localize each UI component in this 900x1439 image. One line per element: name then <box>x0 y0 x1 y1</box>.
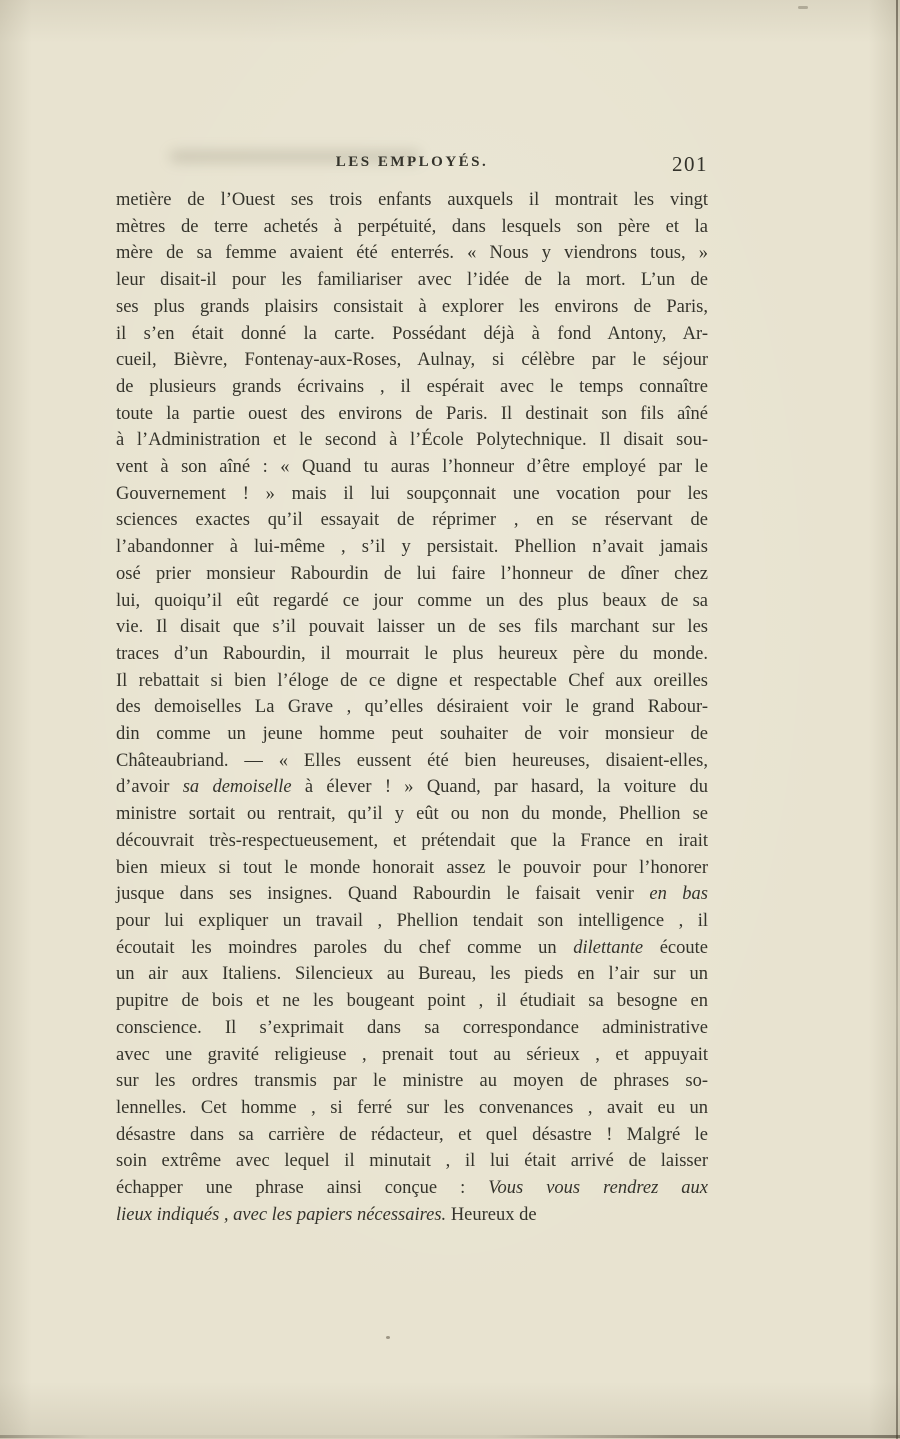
text-line <box>116 1095 708 1122</box>
scan-edge-bottom <box>0 1435 900 1438</box>
text-segment: lieux indiqués , avec les papiers nécessaires. <box>116 1204 447 1225</box>
text-segment: vie. Il disait que s’il pouvait laisser un de ses fils marchant sur les <box>116 617 708 638</box>
text-segment: écoute <box>643 937 708 958</box>
text-line <box>116 1042 708 1069</box>
text-segment: désastre dans sa carrière de rédacteur, et quel désastre ! Malgré le <box>116 1124 708 1145</box>
text-line <box>116 240 708 267</box>
text-segment: découvrait très-respectueusement, et prétendait que la France en irait <box>116 830 708 851</box>
text-segment: ministre sortait ou rentrait, qu’il y eût ou non du monde, Phellion se <box>116 804 708 825</box>
text-line <box>116 1015 708 1042</box>
text-line <box>116 855 708 882</box>
text-line <box>116 988 708 1015</box>
text-segment: Châteaubriand. — « Elles eussent été bien heureuses, disaient-elles, <box>116 750 708 771</box>
text-line <box>116 668 708 695</box>
text-segment: Il rebattait si bien l’éloge de ce digne et respectable Chef aux oreilles <box>116 670 708 691</box>
text-segment: cueil, Bièvre, Fontenay-aux-Roses, Aulnay, si célèbre par le séjour <box>116 350 708 371</box>
text-segment: Gouvernement ! » mais il lui soupçonnait une vocation pour les <box>116 483 708 504</box>
text-line <box>116 641 708 668</box>
text-line <box>116 321 708 348</box>
text-segment: lui, quoiqu’il eût regardé ce jour comme un des plus beaux de sa <box>116 590 708 611</box>
text-line <box>116 881 708 908</box>
text-segment: mètres de terre achetés à perpétuité, dans lesquels son père et la <box>116 216 708 237</box>
text-segment: un air aux Italiens. Silencieux au Bureau, les pieds en l’air sur un <box>116 964 708 985</box>
text-segment: Heureux de <box>446 1204 537 1225</box>
text-segment: sa demoiselle <box>182 777 292 798</box>
text-segment: à élever ! » Quand, par hasard, la voiture du <box>291 777 708 798</box>
text-segment: vent à son aîné : « Quand tu auras l’honneur d’être employé par le <box>116 457 708 478</box>
text-line <box>116 801 708 828</box>
text-line <box>116 588 708 615</box>
text-line <box>116 1202 708 1229</box>
page-number: 201 <box>672 152 708 176</box>
text-segment: de plusieurs grands écrivains , il espérait avec le temps connaître <box>116 376 708 397</box>
text-line <box>116 748 708 775</box>
text-line <box>116 1175 708 1202</box>
text-segment: osé prier monsieur Rabourdin de lui faire l’honneur de dîner chez <box>116 563 708 584</box>
text-line <box>116 214 708 241</box>
text-line <box>116 1068 708 1095</box>
text-segment: d’avoir <box>116 777 183 798</box>
text-segment: l’abandonner à lui-même , s’il y persistait. Phellion n’avait jamais <box>116 537 708 558</box>
text-segment: soin extrême avec lequel il minutait , il lui était arrivé de laisser <box>116 1151 708 1172</box>
text-line <box>116 401 708 428</box>
text-line <box>116 1148 708 1175</box>
scan-edge-right <box>896 0 898 1439</box>
text-segment: lennelles. Cet homme , si ferré sur les convenances , avait eu un <box>116 1097 708 1118</box>
text-segment: metière de l’Ouest ses trois enfants auxquels il montrait les vingt <box>116 190 708 210</box>
page-body <box>116 187 708 1228</box>
text-line <box>116 561 708 588</box>
text-segment: des demoiselles La Grave , qu’elles désiraient voir le grand Rabour- <box>116 697 708 718</box>
text-segment: bien mieux si tout le monde honorait assez le pouvoir pour l’honorer <box>116 857 708 878</box>
text-line <box>116 481 708 508</box>
text-line <box>116 347 708 374</box>
text-segment: Vous vous rendrez aux <box>488 1178 708 1199</box>
text-segment: leur disait-il pour les familiariser avec l’idée de la mort. L’un de <box>116 270 708 291</box>
text-line <box>116 267 708 294</box>
text-segment: échapper une phrase ainsi conçue : <box>116 1178 489 1199</box>
text-line <box>116 534 708 561</box>
text-line <box>116 294 708 321</box>
text-segment: avec une gravité religieuse , prenait tout au sérieux , et appuyait <box>116 1044 708 1065</box>
text-line <box>116 614 708 641</box>
text-segment: mère de sa femme avaient été enterrés. « Nous y viendrons tous, » <box>116 243 708 264</box>
scan-mark <box>798 6 808 9</box>
text-segment: en bas <box>649 884 708 905</box>
text-segment: pour lui expliquer un travail , Phellion tendait son intelligence , il <box>116 910 708 931</box>
text-segment: jusque dans ses insignes. Quand Rabourdin le faisait venir <box>116 884 650 905</box>
text-line <box>116 908 708 935</box>
text-line <box>116 1122 708 1149</box>
text-segment: pupitre de bois et ne les bougeant point , il étudiait sa besogne en <box>116 991 708 1012</box>
text-segment: il s’en était donné la carte. Possédant déjà à fond Antony, Ar- <box>116 323 708 344</box>
running-title: LES EMPLOYÉS. <box>335 154 489 170</box>
text-line <box>116 507 708 534</box>
page-header <box>116 152 708 176</box>
text-line <box>116 694 708 721</box>
text-line <box>116 961 708 988</box>
text-line <box>116 454 708 481</box>
text-segment: conscience. Il s’exprimait dans sa correspondance administrative <box>116 1017 708 1038</box>
text-line <box>116 828 708 855</box>
text-segment: sciences exactes qu’il essayait de réprimer , en se réservant de <box>116 510 708 531</box>
text-segment: écoutait les moindres paroles du chef comme un <box>116 937 574 958</box>
scan-speck <box>386 1336 390 1339</box>
text-segment: toute la partie ouest des environs de Paris. Il destinait son fils aîné <box>116 403 708 424</box>
text-line <box>116 427 708 454</box>
text-segment: à l’Administration et le second à l’École Polytechnique. Il disait sou- <box>116 430 708 451</box>
text-line <box>116 187 708 214</box>
text-segment: traces d’un Rabourdin, il mourrait le plus heureux père du monde. <box>116 643 708 664</box>
text-line <box>116 935 708 962</box>
text-segment: dilettante <box>573 937 644 958</box>
text-segment: ses plus grands plaisirs consistait à explorer les environs de Paris, <box>116 296 708 317</box>
text-segment: sur les ordres transmis par le ministre au moyen de phrases so- <box>116 1071 708 1092</box>
text-line <box>116 721 708 748</box>
text-line <box>116 374 708 401</box>
text-line <box>116 774 708 801</box>
text-segment: din comme un jeune homme peut souhaiter de voir monsieur de <box>116 724 708 745</box>
